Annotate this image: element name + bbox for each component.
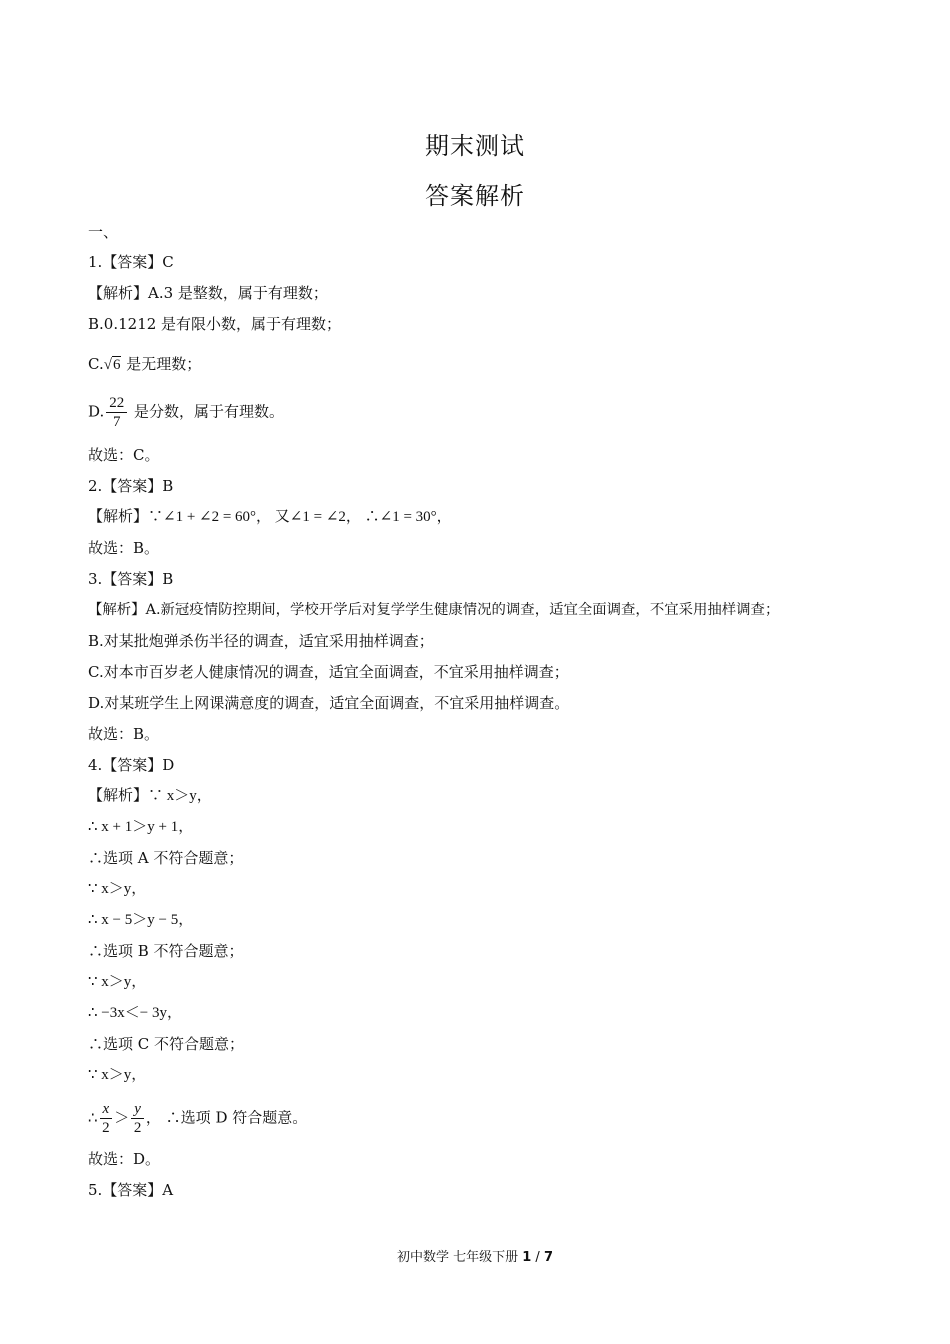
- q4-step-11: [88, 1100, 307, 1137]
- q4-step-10: ∵ x＞y，: [88, 1067, 147, 1083]
- q1-answer: 1.【答案】C: [88, 253, 174, 271]
- section-heading: 一、: [88, 223, 119, 241]
- q3-analysis-c: C.对本市百岁老人健康情况的调查，适宜全面调查，不宜采用抽样调查；: [88, 663, 569, 681]
- q4-step-7: ∵ x＞y，: [88, 974, 147, 990]
- footer-page-total: 7: [543, 1250, 553, 1265]
- q2-selection: 故选：B。: [88, 539, 160, 557]
- q5-answer: 5.【答案】A: [88, 1181, 174, 1199]
- q4-11-prefix: ∴: [88, 1108, 98, 1127]
- q1-analysis-d: [88, 394, 284, 431]
- q2-answer: 2.【答案】B: [88, 477, 174, 495]
- fraction-denominator: 2: [102, 1120, 110, 1136]
- q4-answer: 4.【答案】D: [88, 756, 175, 774]
- q4-step-2: ∴ x + 1＞y + 1，: [88, 819, 194, 835]
- greater-than-sign: ＞: [114, 1108, 130, 1127]
- fraction-x-2: [100, 1100, 113, 1137]
- q1-c-suffix: 是无理数；: [121, 355, 202, 373]
- q1-analysis-c: [88, 354, 201, 375]
- footer-separator: /: [531, 1250, 544, 1265]
- fraction-numerator: y: [131, 1100, 144, 1119]
- q1-selection: 故选：C。: [88, 446, 160, 464]
- q4-11-suffix: ， ∴选项 D 符合题意。: [145, 1108, 308, 1127]
- q3-analysis-d: D.对某班学生上网课满意度的调查，适宜全面调查，不宜采用抽样调查。: [88, 694, 570, 712]
- q2-analysis: 【解析】∵∠1 + ∠2 = 60°， 又∠1 = ∠2， ∴∠1 = 30°，: [88, 509, 452, 525]
- fraction-y-2: [131, 1100, 144, 1137]
- q1-analysis-a: 【解析】A.3 是整数，属于有理数；: [88, 284, 328, 302]
- q4-step-6: ∴选项 B 不符合题意；: [88, 942, 244, 960]
- q3-analysis-b: B.对某批炮弹杀伤半径的调查，适宜采用抽样调查；: [88, 632, 434, 650]
- q4-step-3: ∴选项 A 不符合题意；: [88, 849, 244, 867]
- q1-c-prefix: C.: [88, 355, 104, 373]
- q3-answer: 3.【答案】B: [88, 570, 174, 588]
- q4-step-8: ∴ −3x＜− 3y，: [88, 1005, 182, 1021]
- footer-text: 初中数学 七年级下册: [396, 1250, 523, 1265]
- q3-selection: 故选：B。: [88, 725, 160, 743]
- fraction-denominator: 7: [113, 414, 121, 430]
- q4-step-5: ∴ x − 5＞y − 5，: [88, 912, 194, 928]
- q1-d-suffix: 是分数，属于有理数。: [129, 402, 285, 421]
- fraction-numerator: x: [100, 1100, 113, 1119]
- q4-selection: 故选：D。: [88, 1150, 161, 1168]
- footer-page-number: 1: [522, 1250, 532, 1265]
- q1-analysis-b: B.0.1212 是有限小数，属于有理数；: [88, 315, 342, 333]
- q4-step-1: 【解析】∵ x＞y，: [88, 788, 212, 804]
- q1-d-prefix: D.: [88, 402, 105, 421]
- q3-analysis-a: 【解析】A.新冠疫情防控期间，学校开学后对复学学生健康情况的调查，适宜全面调查，不宜采用抽样调查；: [88, 602, 780, 618]
- fraction-22-7: [106, 394, 127, 431]
- page-title: 期末测试: [425, 132, 525, 160]
- fraction-denominator: 2: [133, 1120, 142, 1136]
- fraction-numerator: 22: [106, 394, 127, 413]
- sqrt-expression: √6: [103, 357, 121, 373]
- page-footer: [0, 1246, 950, 1265]
- q4-step-4: ∵ x＞y，: [88, 881, 147, 897]
- sqrt-radicand: 6: [112, 357, 121, 373]
- page-subtitle: 答案解析: [425, 182, 525, 210]
- q4-step-9: ∴选项 C 不符合题意；: [88, 1035, 245, 1053]
